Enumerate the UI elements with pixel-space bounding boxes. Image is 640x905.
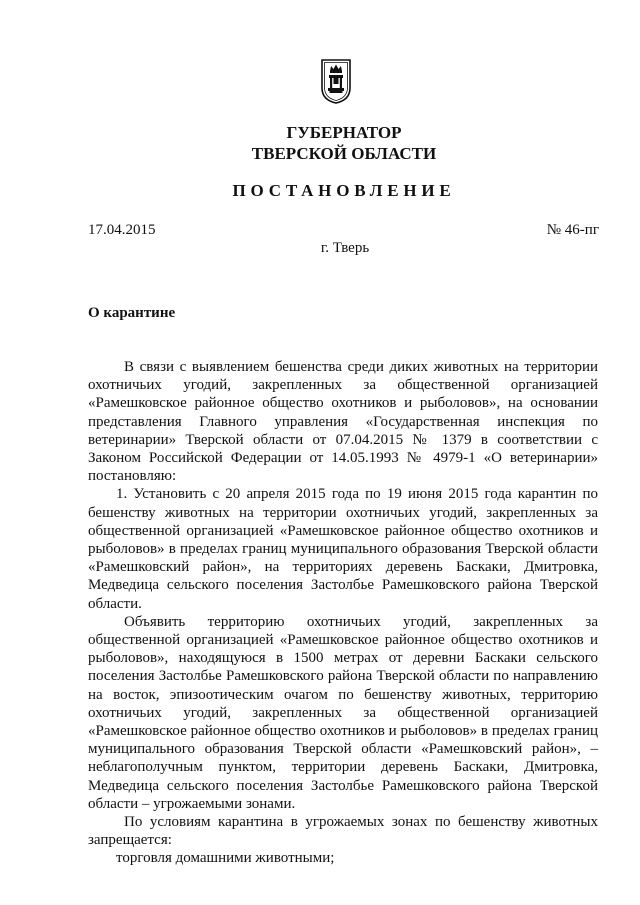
document-type: ПОСТАНОВЛЕНИЕ	[232, 181, 456, 200]
body-paragraph: торговля домашними животными;	[116, 850, 335, 867]
coat-of-arms-icon	[320, 58, 352, 104]
body-paragraph: Объявить территорию охотничьих угодий, закрепленных за общественной организацией «Рамешковское районное общество охотников и рыболовов», находящуюся в 1500 метрах от деревни Баскаки сельского поселения Застолбье Рамешковского района Тверской области по направлению на восток, эпизоотическим очагом по бешенству животных, территорию охотничьих угодий, закрепленных за общественной организацией «Рамешковское районное общество охотников и рыболовов» в пределах границ муниципального образования Тверской области «Рамешковский район», – неблагополучным пунктом, территории деревень Баскаки, Дмитровка, Медведица сельского поселения Застолбье Рамешковского района Тверской области – угрожаемыми зонами.	[88, 613, 598, 812]
document-city: г. Тверь	[320, 240, 370, 256]
document-body	[88, 358, 598, 868]
body-paragraph: 1. Установить с 20 апреля 2015 года по 19 июня 2015 года карантин по бешенству животных на территории охотничьих угодий, закрепленных за общественной организацией «Рамешковское районное общество охотников и рыболовов» в пределах границ муниципального образования Тверской области «Рамешковский район», на территориях деревень Баскаки, Дмитровка, Медведица сельского поселения Застолбье Рамешковского района Тверской области.	[88, 486, 598, 612]
issuer-region: ТВЕРСКОЙ ОБЛАСТИ	[251, 144, 437, 163]
document-date: 17.04.2015	[88, 222, 156, 238]
document-number: № 46-пг	[546, 222, 599, 238]
issuer-title: ГУБЕРНАТОР	[286, 123, 402, 142]
preamble-paragraph: В связи с выявлением бешенства среди диких животных на территории охотничьих угодий, закрепленных за общественной организацией «Рамешковское районное общество охотников и рыболовов», на основании представления Главного управления «Государственная инспекция по ветеринарии» Тверской области от 07.04.2015 № 1379 в соответствии с Законом Российской Федерации от 14.05.1993 № 4979-1 «О ветеринарии» постановляю:	[88, 359, 598, 485]
body-paragraph: По условиям карантина в угрожаемых зонах по бешенству животных запрещается:	[88, 814, 598, 849]
document-subject: О карантине	[88, 305, 176, 321]
